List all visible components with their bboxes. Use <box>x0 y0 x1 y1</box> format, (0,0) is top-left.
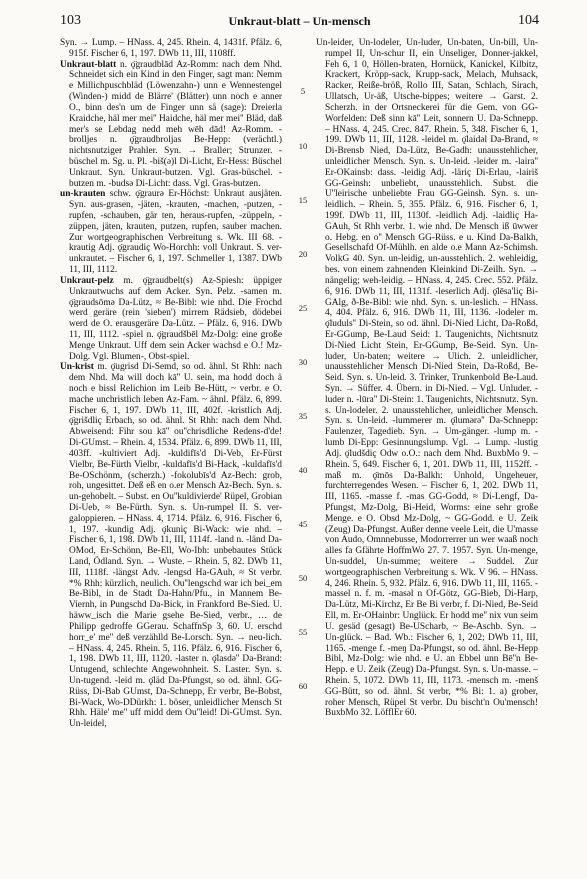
line-number: 15 <box>298 195 308 205</box>
line-number: 45 <box>298 519 308 529</box>
entry-text: schw. ǫ̈graurə Er-Höchst: Unkraut ausjäten. Syn. aus-grasen, -jäten, -krauten, -machen, -putzen, -rupfen, -schauben, gär ten, heraus-rupfen, -züppeln, -züppen, jäten, krauten, putzen, rupfen, sauber machen. Zur wortgeographischen Verbreitung s. Wk. III 68. -krautig Adj. ǫ̈graudiç Wo-Horchh: voll Unkraut. S. ver-unkrautet. – Fischer 6, 1, 197. Schmeller 1, 1387. DWb 11, III, 1112. <box>69 189 282 276</box>
entry-text: m. ǫ̈graudbelt(s) Az-Spiesh: üppiger Unkrautwuchs auf dem Acker. Syn. Pelz. -samen m. ǫ̈graudsōmə Da-Lütz, ≈ Be-Bibl: wie nhd. Die Frochd werd geräre (rein 'sieben') mirrem Rädsieb, dödebei werd de O. erausgeräre Da-Lütz. – Pfälz. 6, 916. DWb 11, III, 1112. -spiel n. ǫ̈graudšbēl Mz-Dolg: eine große Menge Unkraut. Uff dem sein Acker wachsd e O.! Mz-Dolg. Vgl. Blumen-, Obst-spiel. <box>69 275 282 362</box>
line-number: 10 <box>298 141 308 151</box>
entry-headword: Un-krist <box>60 362 94 373</box>
line-number: 40 <box>298 465 308 475</box>
entry-text: m. ǫ̈ugrisd Di-Semd, so od. ähnl. St Rhh: nach dem Nhd. Ma will doch kā'' U. sein, ma hodd doch ä noch e bissl Relichion im Leib Be-Hütt, ~ verbr. e O. mache unchristlich leben Az-Fam. ~ ähnl. Pfälz. 6, 899. Fischer 6, 1, 197. DWb 11, III, 402f. -kristlich Adj. ǫ̈grišdliç Erbach, so od. ähnl. St Rhh: nach dem Nhd. Abweisend: Fihr sou kā'' ou''chrisdliche Redens-d'de! Di-GUmst. – Rhein. 4, 1534. Pfälz. 6, 899. DWb 11, III, 403ff. -kultiviert Adj. -kuldifīs'd Di-Veb, Er-Fürst Vielbr, Be-Fürth Vielbr, -kuldafīs'd Bi-Hack, -kuldafīs'd Be-OSchönm, (scherzh.) -fokolubīs'd Az-Bech: grob, roh, ungesittet. Deß eß en o.er Mensch Az-Bech. Syn. s. un-gehobelt. – Subst. en Ou''kuldivierde' Rüpel, Grobian Di-Ueb, ≈ Be-Fürth. Syn. s. Un-rumpel II. S. ver-galoppieren. – HNass. 4, 1714. Pfälz. 6, 916. Fischer 6, 1, 197. -kundig Adj. ǫ̈kuniç Bi-Wack: wie nhd. – Fischer 6, 1, 198. DWb 11, III, 1114f. -land n. -länd Da-OMod, Er-Schönn, Be-Ell, Wo-Ibh: unbebautes Stück Land, Ödland. Syn. → Wuste. – Rhein. 5, 82. DWb 11, III, 1118f. -längst Adv. -lengsd Ha-GAuh, ≈ St verbr. *% Rhh: kürzlich, neulich. Ou''lengschd war ich bei_em Be-Bibl, in de Stadt Da-Hahn/Pfu., in Mannem Be-Viernh, in Pungschd Da-Bick, in Frankford Be-Sied. U. häww_isch die Marie gsehe Be-Sied, verbr., … de Philipp gedroffe GGerau. SchaffnSp 3, 60. U. erschd horr_e' me'' deß verzählld Be-Lorsch. Syn. → neu-lich. – HNass. 4, 245. Rhein. 5, 116. Pfälz. 6, 916. Fischer 6, 1, 198. DWb 11, III, 1120. -laster n. ǫ̈lasdə'' Da-Brand: Untugend, schlechte Angewohnheit. S. Laster. Syn. s. Un-tugend. -leid m. ǫ̈läd Da-Pfungst, so od. ähnl. GG-Rüss, Di-Bab GUmst, Da-Schnepp, Er verbr, Be-Bobst, Bi-Wack, Wo-DDürkh: 1. böser, unleidlicher Mensch St Rhh. Häle' me'' uff midd dem Ou''leid! Di-GUmst. Syn. Un-leidel, <box>69 362 282 730</box>
line-number: 55 <box>298 627 308 637</box>
line-number: 30 <box>298 357 308 367</box>
line-number: 25 <box>298 303 308 313</box>
entry <box>60 60 282 190</box>
line-number: 5 <box>300 86 306 96</box>
entry-headword: Unkraut-blatt <box>60 59 117 70</box>
line-number-gutter <box>300 38 301 828</box>
right-column <box>316 38 538 828</box>
line-number: 60 <box>298 681 308 691</box>
entry-headword: un-krauten <box>60 189 106 200</box>
page-number-left: 103 <box>60 13 81 28</box>
line-number: 35 <box>298 411 308 421</box>
entry-text: Syn. → Lump. – HNass. 4, 245. Rhein. 4, 1431f. Pfälz. 6, 915f. Fischer 6, 1, 197. DWb 11, III, 1108ff. <box>60 38 282 59</box>
line-number: 50 <box>298 573 308 583</box>
entry <box>60 189 282 276</box>
entry-headword: Unkraut-pelz <box>60 275 114 286</box>
left-column <box>60 38 282 828</box>
entry <box>60 38 282 60</box>
entry <box>60 362 282 730</box>
entry-text: Un-leider, Un-lodeler, Un-luder, Un-baten, Un-bill, Un-rumpel II, Un-schur II, ein Unseliger, Donner-jakkel, Feh 6, 1 0, Höllen-braten, Hornück, Kanickel, Kilbitz, Krackert, Kröpp-sack, Krupp-sack, Melach, Muhsack, Racker, Reiße-bröß, Rollo III, Satan, Schlach, Sirach, Ullatsch, Ur-äß, Utsche-bippes; weitere → Garst. 2. Scherzh. in der Ortsneckerei für die Gem. von GG-Worfelden: Deß sinn kā'' Leit, sonnern U. Da-Schnepp. – HNass. 4, 245. Crec. 847. Rhein. 5, 348. Fischer 6, 1, 199. DWb 11, III, 1128. -leidel m. ǫ̈laidəl Da-Brand, ≈ Di-Brensb Nied, Da-Lütz, Be-Gadh: unausstehlicher, unleidlicher Mensch. Syn. s. Un-leid. -leider m. -laira'' Er-OKainsb: dass. -leidig Adj. -läriç Di-Erlau, -lairiš GG-Geinsh: unbeliebt, unausstehlich. Subst. die U''leirische unbeliebte Frau GG-Geinsh. Syn. s. un-leidlich. – Rhein. 5, 355. Pfälz. 6, 916. Fischer 6, 1, 199f. DWb 11, III, 1130f. -leidlich Adj. -laidliç Ha-GAuh, St Rhh verbr. 1. wie nhd. De Mensch iß ūwwer o. Hebg. en o'' Mensch GG-Rüss. e u. Kind Da-Balkh, Gesellschafd Of-Mühlh. en alde o.e Mann Az-Schimsh. VolkG 40. Syn. un-leidig, un-ausstehlich. 2. wehleidig, bes. von einem zahnenden Kleinkind Di-Zeilh. Syn. → nängelig; weh-leidig. – HNass. 4, 245. Crec. 552. Pfälz. 6, 916. DWb 11, III, 1131f. -leserlich Adj. ǫ̈lēsa'liç Bi-GAlg, ð-Be-Bibl: wie nhd. Syn. s. un-leslich. – HNass. 4, 404. Pfälz. 6, 916. DWb 11, III, 1136. -lodeler m. ǫ̈luduls'' Di-Stein, so od. ähnl. Di-Nied Licht, Da-Roßd, Er-GGump, Be-Laud Seid: 1. Taugenichts, Nichtsnutz Di-Nied Licht Stein, Er-GGump, Be-Seid. Syn. Un-luder, Un-baten; weitere → Ulich. 2. unleidlicher, unausstehlicher Mensch Di-Nied Stein, Da-Roßd, Be-Seid. Syn. s. Un-leid. 3. Trinker, Trunkenbold Be-Laud. Syn. → Süffer. 4. Übern. in Di-Nied. – Vgl. Unluder. -luder n. -lūra'' Di-Stein: 1. Taugenichts, Nichtsnutz. Syn. s. Un-lodeler. 2. unausstehlicher, unleidlicher Mensch. Syn. s. Un-leid. -lummerer m. ǫ̈lumərə'' Da-Schnepp: Faulenzer, Tagedieb. Syn. → Um-gänger. -lump m. -lumb Di-Epp: Gesinnungslump. Vgl. → Lump. -lustig Adj. ǫ̈ludšdiç Odw o.O.: nach dem Nhd. BuxbMo 9. – Rhein. 5, 649. Fischer 6, 1, 201. DWb 11, III, 1152ff. -maß m. ǫ̈mōs Da-Balkh: Unhold, Ungeheuer, furchterregendes Wesen. – Fischer 6, 1, 202. DWb 11, III, 1165. -masse f. -mas GG-Godd, ≈ Di-Lengf, Da-Pfungst, Mz-Dolg, Bi-Heid, Worms: eine sehr große Menge. e O. Obsd Mz-Dolg, ~ GG-Godd. e U. Zeik (Zeug) Da-Pfungst. Außer denne veele Leit, die U'masse von Audo, Omnnebusse, Modorrerrer un wer waaß noch alles fa Gfährte HoffmWo 27. 7. 1957. Syn. Un-menge, Un-suddel, Un-summe; weitere → Suddel. Zur wortgeographischen Verbreitung s. Wk. V 96. – HNass. 4, 246. Rhein. 5, 932. Pfälz. 6, 916. DWb 11, III, 1165. -massel n. f. m. -masəl n Of-Götz, GG-Bieb, Di-Harp, Da-Lütz, Mi-Kirchz, Er Be Bi verbr, f. Di-Nied, Be-Seid Ell, m. Er-OHainbr: Unglück. Er hodd me'' nix vun seim U. gesäd (gesagt) Be-UScharb, ~ Be-Aschb. Syn. → Un-glück. – Bad. Wb.: Fischer 6, 1, 202; DWb 11, III, 1165. -menge f. -meŋ Da-Pfungst, so od. ähnl. Be-Hepp Bibl, Mz-Dolg: wie nhd. e U. an Ebbel unn Bē''n Be-Hepp. e U. Zeik (Zeug) Da-Pfungst. Syn. s. Un-masse. – Rhein. 5, 1072. DWb 11, III, 1173. -mensch m. -menš GG-Bütt, so od. ähnl. St verbr, *% Bi: 1. a) grober, roher Mensch, Rüpel St verbr. Du bischt'n Ou'mensch! BuxbMo 32. LöfflEr 60. <box>316 38 538 719</box>
page-header <box>60 13 539 31</box>
page-number-right: 104 <box>518 13 539 28</box>
entry <box>60 276 282 363</box>
entry <box>316 38 538 719</box>
entry-text: n. ǫ̈graudblād Az-Romm: nach dem Nhd. Schneidet sich ein Kind in den Finger, sagt man: Nemm e Millichpuschbläd (Löwenzahn-) unn e Wennestengel (Winden-) midd de Blärre' (Blätter) unn noch e anner O., binn des'n um de Finger unn sä (sage): Dreierla Kraidche, häl mer mei'' Haidche, häl mer mei'' Bläd, daß mer's se Lebdag nedd meh wēh dād! Az-Romm. -brolljes n. ǫ̈graudbroljas Be-Hepp: (verächtl.) nichtsnutziger Prahler. Syn. → Braller; Strunzer. -büschel m. Sg. u. Pl. -biš(ə)l Di-Licht, Er-Hess: Büschel Unkraut. Syn. Unkraut-butzen. Vgl. Gras-büschel. -butzen m. -budsə Di-Licht: dass. Vgl. Gras-butzen. <box>69 59 282 189</box>
running-head: Unkraut-blatt – Un-mensch <box>228 14 371 28</box>
line-number: 20 <box>298 249 308 259</box>
